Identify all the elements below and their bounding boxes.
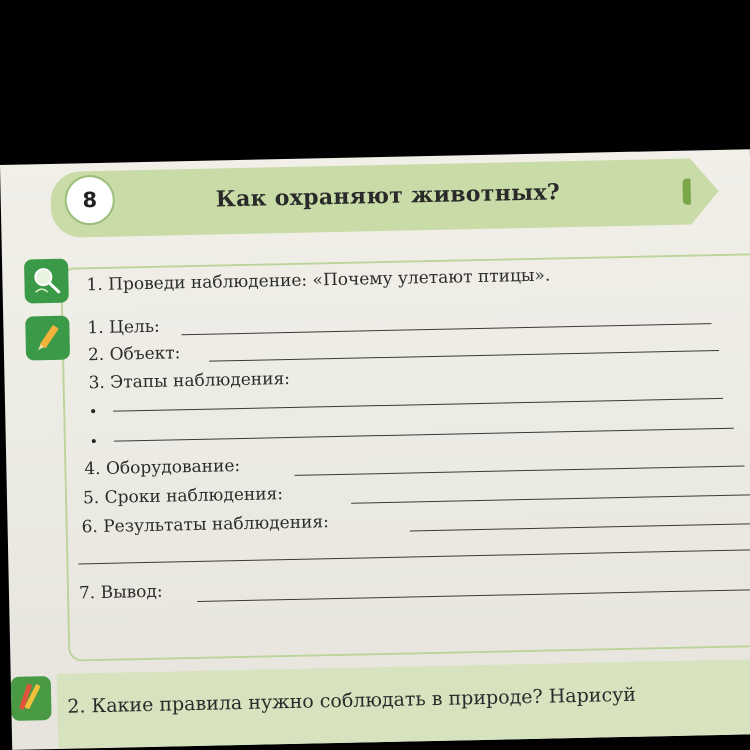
stage-bullet (92, 439, 96, 443)
task2-prompt: 2. Какие правила нужно соблюдать в природе? Нарисуй (67, 683, 637, 718)
pencil-icon (25, 316, 70, 361)
task1-heading: 1. Проведи наблюдение: «Почему улетают птицы». (86, 265, 551, 296)
lesson-title: Как охраняют животных? (215, 179, 561, 213)
results-label: 6. Результаты наблюдения: (81, 512, 330, 538)
object-label: 2. Объект: (87, 343, 181, 366)
lesson-number-badge: 8 (64, 175, 115, 226)
magnifier-icon (24, 259, 69, 304)
goal-label: 1. Цель: (87, 316, 160, 339)
page-corner-tab (682, 178, 705, 204)
stages-label: 3. Этапы наблюдения: (88, 368, 291, 394)
equipment-label: 4. Оборудование: (84, 456, 241, 480)
conclusion-label: 7. Вывод: (78, 581, 163, 604)
stage-bullet (91, 409, 95, 413)
workbook-page (0, 149, 750, 750)
timing-label: 5. Сроки наблюдения: (82, 484, 284, 509)
pencils-icon (11, 676, 52, 721)
